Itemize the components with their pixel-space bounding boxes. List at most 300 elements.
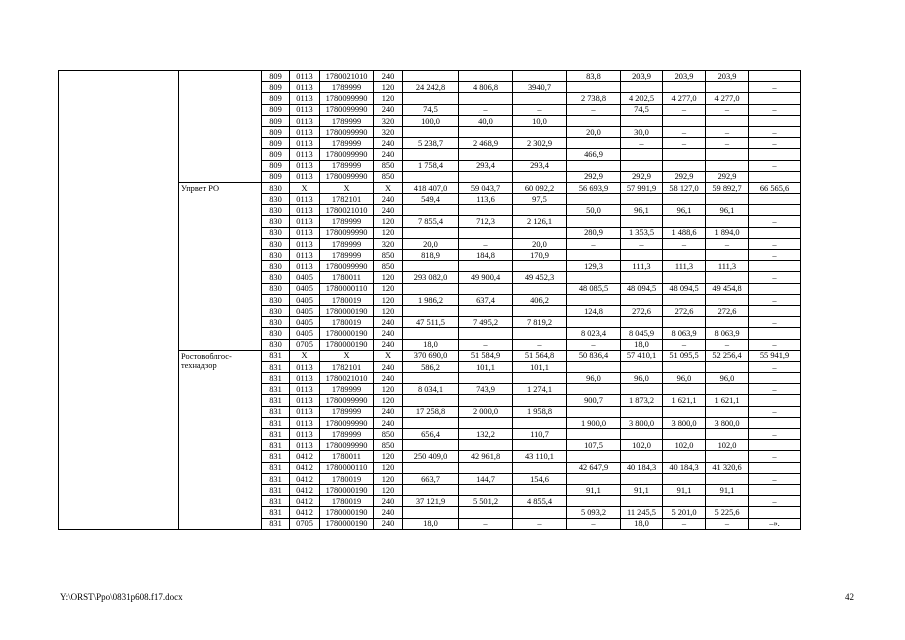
table-cell: 41 320,6 [706,462,749,473]
table-cell [621,429,663,440]
table-cell: 292,9 [621,171,663,182]
table-cell [621,317,663,328]
table-cell [749,440,801,451]
table-cell [513,305,567,316]
table-cell: 49 454,8 [706,283,749,294]
table-cell: 0405 [290,305,320,316]
table-cell: 1780099990 [320,417,374,428]
table-cell: 24 242,8 [403,82,459,93]
table-cell [663,294,706,305]
table-cell: 831 [262,473,290,484]
table-cell: – [706,238,749,249]
table-cell: 184,8 [459,250,513,261]
table-cell [749,71,801,82]
table-cell: 240 [374,138,403,149]
table-cell: 1780000190 [320,507,374,518]
table-cell: 120 [374,451,403,462]
table-cell: – [749,473,801,484]
table-cell: 240 [374,361,403,372]
table-cell: 58 127,0 [663,182,706,193]
table-cell: 5 225,6 [706,507,749,518]
table-cell [706,361,749,372]
table-cell: 2 302,9 [513,138,567,149]
table-cell [749,171,801,182]
table-cell: 97,5 [513,194,567,205]
table-cell [567,216,621,227]
table-cell: 280,9 [567,227,621,238]
table-cell [749,93,801,104]
table-cell: 20,0 [403,238,459,249]
table-cell: 59 892,7 [706,182,749,193]
table-cell: 549,4 [403,194,459,205]
table-cell: 5 238,7 [403,138,459,149]
table-cell: 74,5 [621,104,663,115]
table-cell: 0113 [290,93,320,104]
table-cell [567,194,621,205]
table-cell: 0113 [290,440,320,451]
table-cell: 50 836,4 [567,350,621,361]
table-cell [749,227,801,238]
table-cell: 120 [374,283,403,294]
table-cell: 96,0 [663,373,706,384]
table-cell: 110,7 [513,429,567,440]
table-cell [749,395,801,406]
table-cell: 0113 [290,395,320,406]
table-cell: 120 [374,462,403,473]
table-cell [459,462,513,473]
table-cell: 120 [374,227,403,238]
table-cell: 1 958,8 [513,406,567,417]
table-cell: 1789999 [320,160,374,171]
table-cell: 42 647,9 [567,462,621,473]
organization-name: Упрвет РО [179,182,262,350]
table-cell: 831 [262,395,290,406]
organization-name [179,71,262,183]
organization-name: Ростовоблгос- технадзор [179,350,262,529]
table-cell [749,261,801,272]
table-cell: 1780000190 [320,339,374,350]
table-cell: 830 [262,317,290,328]
table-cell [403,305,459,316]
table-cell: 250 409,0 [403,451,459,462]
table-cell [706,429,749,440]
table-cell: 830 [262,194,290,205]
table-cell: 8 034,1 [403,384,459,395]
table-cell: 2 000,0 [459,406,513,417]
table-cell [459,227,513,238]
table-cell: – [706,104,749,115]
table-cell: 809 [262,82,290,93]
table-cell: 809 [262,149,290,160]
table-cell: 18,0 [621,339,663,350]
table-cell [403,93,459,104]
table-cell: 240 [374,328,403,339]
table-cell: 1 894,0 [706,227,749,238]
table-cell [403,328,459,339]
table-cell: 1 274,1 [513,384,567,395]
table-cell: – [749,361,801,372]
table-cell: 900,7 [567,395,621,406]
table-cell: 1780000190 [320,328,374,339]
table-cell: 293,4 [459,160,513,171]
table-cell: 0113 [290,205,320,216]
table-cell [706,149,749,160]
table-cell: – [663,339,706,350]
table-cell [706,250,749,261]
table-cell: 1789999 [320,429,374,440]
table-cell: 1 353,5 [621,227,663,238]
table-cell [513,71,567,82]
table-cell: 293 082,0 [403,272,459,283]
table-cell: 74,5 [403,104,459,115]
table-cell [513,205,567,216]
table-cell [403,484,459,495]
table-cell: – [749,451,801,462]
table-cell: 1780021010 [320,373,374,384]
table-cell: 272,6 [621,305,663,316]
table-cell [459,261,513,272]
table-cell: 42 961,8 [459,451,513,462]
table-cell: 18,0 [403,518,459,529]
table-cell [513,417,567,428]
table-cell: Х [320,182,374,193]
table-cell [459,395,513,406]
table-cell: – [749,104,801,115]
table-cell: 830 [262,250,290,261]
table-cell: 120 [374,384,403,395]
table-cell: 1 621,1 [706,395,749,406]
table-cell: 1789999 [320,115,374,126]
table-cell: 1780021010 [320,71,374,82]
table-cell: – [663,518,706,529]
table-cell: – [663,126,706,137]
table-cell: 5 201,0 [663,507,706,518]
table-cell: 830 [262,272,290,283]
table-cell: – [567,104,621,115]
table-cell: 91,1 [621,484,663,495]
table-cell: – [706,126,749,137]
table-cell: 831 [262,484,290,495]
table-cell: – [513,518,567,529]
table-cell: – [749,384,801,395]
table-cell: 240 [374,507,403,518]
table-cell: 240 [374,205,403,216]
table-cell [749,283,801,294]
table-cell: 20,0 [513,238,567,249]
table-cell [513,507,567,518]
table-cell: – [459,104,513,115]
table-cell [403,507,459,518]
table-cell: 20,0 [567,126,621,137]
table-cell: 0405 [290,272,320,283]
table-cell: 0113 [290,361,320,372]
table-cell: 7 819,2 [513,317,567,328]
table-cell: – [567,238,621,249]
table-cell: 1780099990 [320,171,374,182]
table-cell: 101,1 [459,361,513,372]
table-cell: – [749,250,801,261]
table-cell: 0412 [290,507,320,518]
table-cell: 1789999 [320,216,374,227]
table-cell: 50,0 [567,205,621,216]
table-cell: 830 [262,339,290,350]
table-cell [513,149,567,160]
table-cell: 850 [374,160,403,171]
table-cell [749,205,801,216]
table-cell: 7 495,2 [459,317,513,328]
table-cell: 0113 [290,417,320,428]
table-cell [513,93,567,104]
file-path: Y:\ORST\Ppo\0831p608.f17.docx [60,592,183,602]
table-cell [663,429,706,440]
table-cell: – [749,272,801,283]
table-cell [403,149,459,160]
table-cell: 0113 [290,171,320,182]
table-cell [513,440,567,451]
table-cell: 2 126,1 [513,216,567,227]
table-cell: 831 [262,350,290,361]
table-cell: 96,1 [706,205,749,216]
table-cell: 120 [374,305,403,316]
table-cell: 144,7 [459,473,513,484]
table-cell [513,261,567,272]
table-cell [621,496,663,507]
table-cell [403,261,459,272]
table-cell: 712,3 [459,216,513,227]
table-cell: 818,9 [403,250,459,261]
table-cell: 120 [374,82,403,93]
table-cell: 272,6 [706,305,749,316]
table-cell: 292,9 [663,171,706,182]
table-cell: 2 738,8 [567,93,621,104]
table-cell [567,82,621,93]
table-cell: – [749,496,801,507]
table-cell [663,406,706,417]
table-cell: 830 [262,283,290,294]
table-cell: 1782101 [320,194,374,205]
table-cell: 272,6 [663,305,706,316]
table-cell [403,417,459,428]
table-cell: 51 584,9 [459,350,513,361]
table-cell [749,462,801,473]
table-cell: 240 [374,518,403,529]
table-cell: 0405 [290,294,320,305]
table-cell [663,451,706,462]
table-cell [621,250,663,261]
table-cell: 49 452,3 [513,272,567,283]
table-cell [403,440,459,451]
table-cell: – [706,339,749,350]
table-cell [567,250,621,261]
table-cell: 1780000190 [320,518,374,529]
table-cell: 0113 [290,261,320,272]
table-cell [706,194,749,205]
table-cell [513,484,567,495]
table-cell: 0705 [290,518,320,529]
table-cell [706,216,749,227]
table-cell: 809 [262,115,290,126]
table-cell: 830 [262,238,290,249]
table-cell: 120 [374,294,403,305]
table-cell: – [749,429,801,440]
table-cell [706,384,749,395]
table-cell: 0412 [290,462,320,473]
table-cell: 203,9 [706,71,749,82]
table-cell: 0113 [290,115,320,126]
table-cell: 51 095,5 [663,350,706,361]
table-cell: 293,4 [513,160,567,171]
table-cell: 809 [262,160,290,171]
table-cell: 1782101 [320,361,374,372]
table-cell: 83,8 [567,71,621,82]
table-cell: – [749,339,801,350]
table-cell: 48 085,5 [567,283,621,294]
table-cell [621,82,663,93]
table-cell: 320 [374,115,403,126]
table-cell: Х [290,182,320,193]
table-cell: 831 [262,518,290,529]
table-cell: – [513,339,567,350]
table-cell: 292,9 [706,171,749,182]
table-cell: – [663,138,706,149]
table-cell: 8 023,4 [567,328,621,339]
table-cell: 830 [262,328,290,339]
table-cell: 48 094,5 [663,283,706,294]
table-cell: 120 [374,473,403,484]
table-cell [459,440,513,451]
table-cell [403,395,459,406]
table-cell: 1780011 [320,272,374,283]
table-cell: 0113 [290,250,320,261]
table-cell: 91,1 [567,484,621,495]
table-cell: 5 501,2 [459,496,513,507]
table-cell: 91,1 [663,484,706,495]
table-cell [621,115,663,126]
table-cell: 1780000190 [320,484,374,495]
table-cell: – [663,104,706,115]
table-cell: 60 092,2 [513,182,567,193]
table-cell: – [459,518,513,529]
table-cell: 124,8 [567,305,621,316]
table-cell: 102,0 [663,440,706,451]
table-cell: – [749,216,801,227]
table-cell [459,205,513,216]
table-cell [749,484,801,495]
table-cell [706,294,749,305]
table-cell: 11 245,5 [621,507,663,518]
table-cell [403,71,459,82]
table-cell [567,451,621,462]
table-cell: 830 [262,216,290,227]
table-cell [749,115,801,126]
table-cell [403,205,459,216]
table-cell: 0113 [290,373,320,384]
table-row [59,71,801,82]
table-cell: Х [374,182,403,193]
table-cell [663,216,706,227]
table-cell: – [513,104,567,115]
table-cell: 320 [374,238,403,249]
table-cell [749,373,801,384]
table-cell: 111,3 [706,261,749,272]
table-cell [567,496,621,507]
table-cell: – [706,518,749,529]
table-cell: 809 [262,126,290,137]
table-cell: – [749,138,801,149]
table-cell: 30,0 [621,126,663,137]
table-cell: 850 [374,440,403,451]
table-cell: 830 [262,205,290,216]
table-cell: 0412 [290,496,320,507]
table-cell [621,384,663,395]
table-cell [706,272,749,283]
table-cell: – [621,238,663,249]
table-cell [749,328,801,339]
table-cell: 240 [374,406,403,417]
table-cell: 1789999 [320,82,374,93]
table-cell: 831 [262,507,290,518]
table-cell: 1789999 [320,250,374,261]
table-cell: 100,0 [403,115,459,126]
table-cell: 120 [374,395,403,406]
table-cell: 0705 [290,339,320,350]
table-cell [459,328,513,339]
table-cell: 37 121,9 [403,496,459,507]
table-cell: 0113 [290,71,320,82]
table-cell: 1789999 [320,138,374,149]
table-cell: 120 [374,484,403,495]
table-cell: 132,2 [459,429,513,440]
table-cell: 663,7 [403,473,459,484]
table-cell: 49 900,4 [459,272,513,283]
table-cell: 406,2 [513,294,567,305]
table-cell: 370 690,0 [403,350,459,361]
table-cell: 0113 [290,126,320,137]
table-cell [513,227,567,238]
table-cell: 0412 [290,473,320,484]
table-cell: 809 [262,104,290,115]
table-cell [663,160,706,171]
table-cell: 637,4 [459,294,513,305]
table-cell: 0412 [290,484,320,495]
table-cell: – [749,82,801,93]
table-cell [663,194,706,205]
table-cell [663,250,706,261]
table-cell: 240 [374,149,403,160]
table-cell [513,171,567,182]
table-cell [403,283,459,294]
table-cell: 3940,7 [513,82,567,93]
table-cell [567,115,621,126]
table-cell: 120 [374,272,403,283]
table-cell [459,484,513,495]
table-cell: 4 277,0 [706,93,749,104]
page-number: 42 [845,592,854,602]
table-cell: 0113 [290,384,320,395]
table-cell [621,473,663,484]
table-cell: 111,3 [663,261,706,272]
table-cell: 0405 [290,283,320,294]
table-cell: 96,1 [663,205,706,216]
table-cell: 831 [262,496,290,507]
table-cell: 292,9 [567,171,621,182]
table-cell [706,496,749,507]
table-cell [663,317,706,328]
table-cell [706,473,749,484]
table-cell: 240 [374,496,403,507]
table-cell [706,317,749,328]
table-cell: 3 800,0 [621,417,663,428]
